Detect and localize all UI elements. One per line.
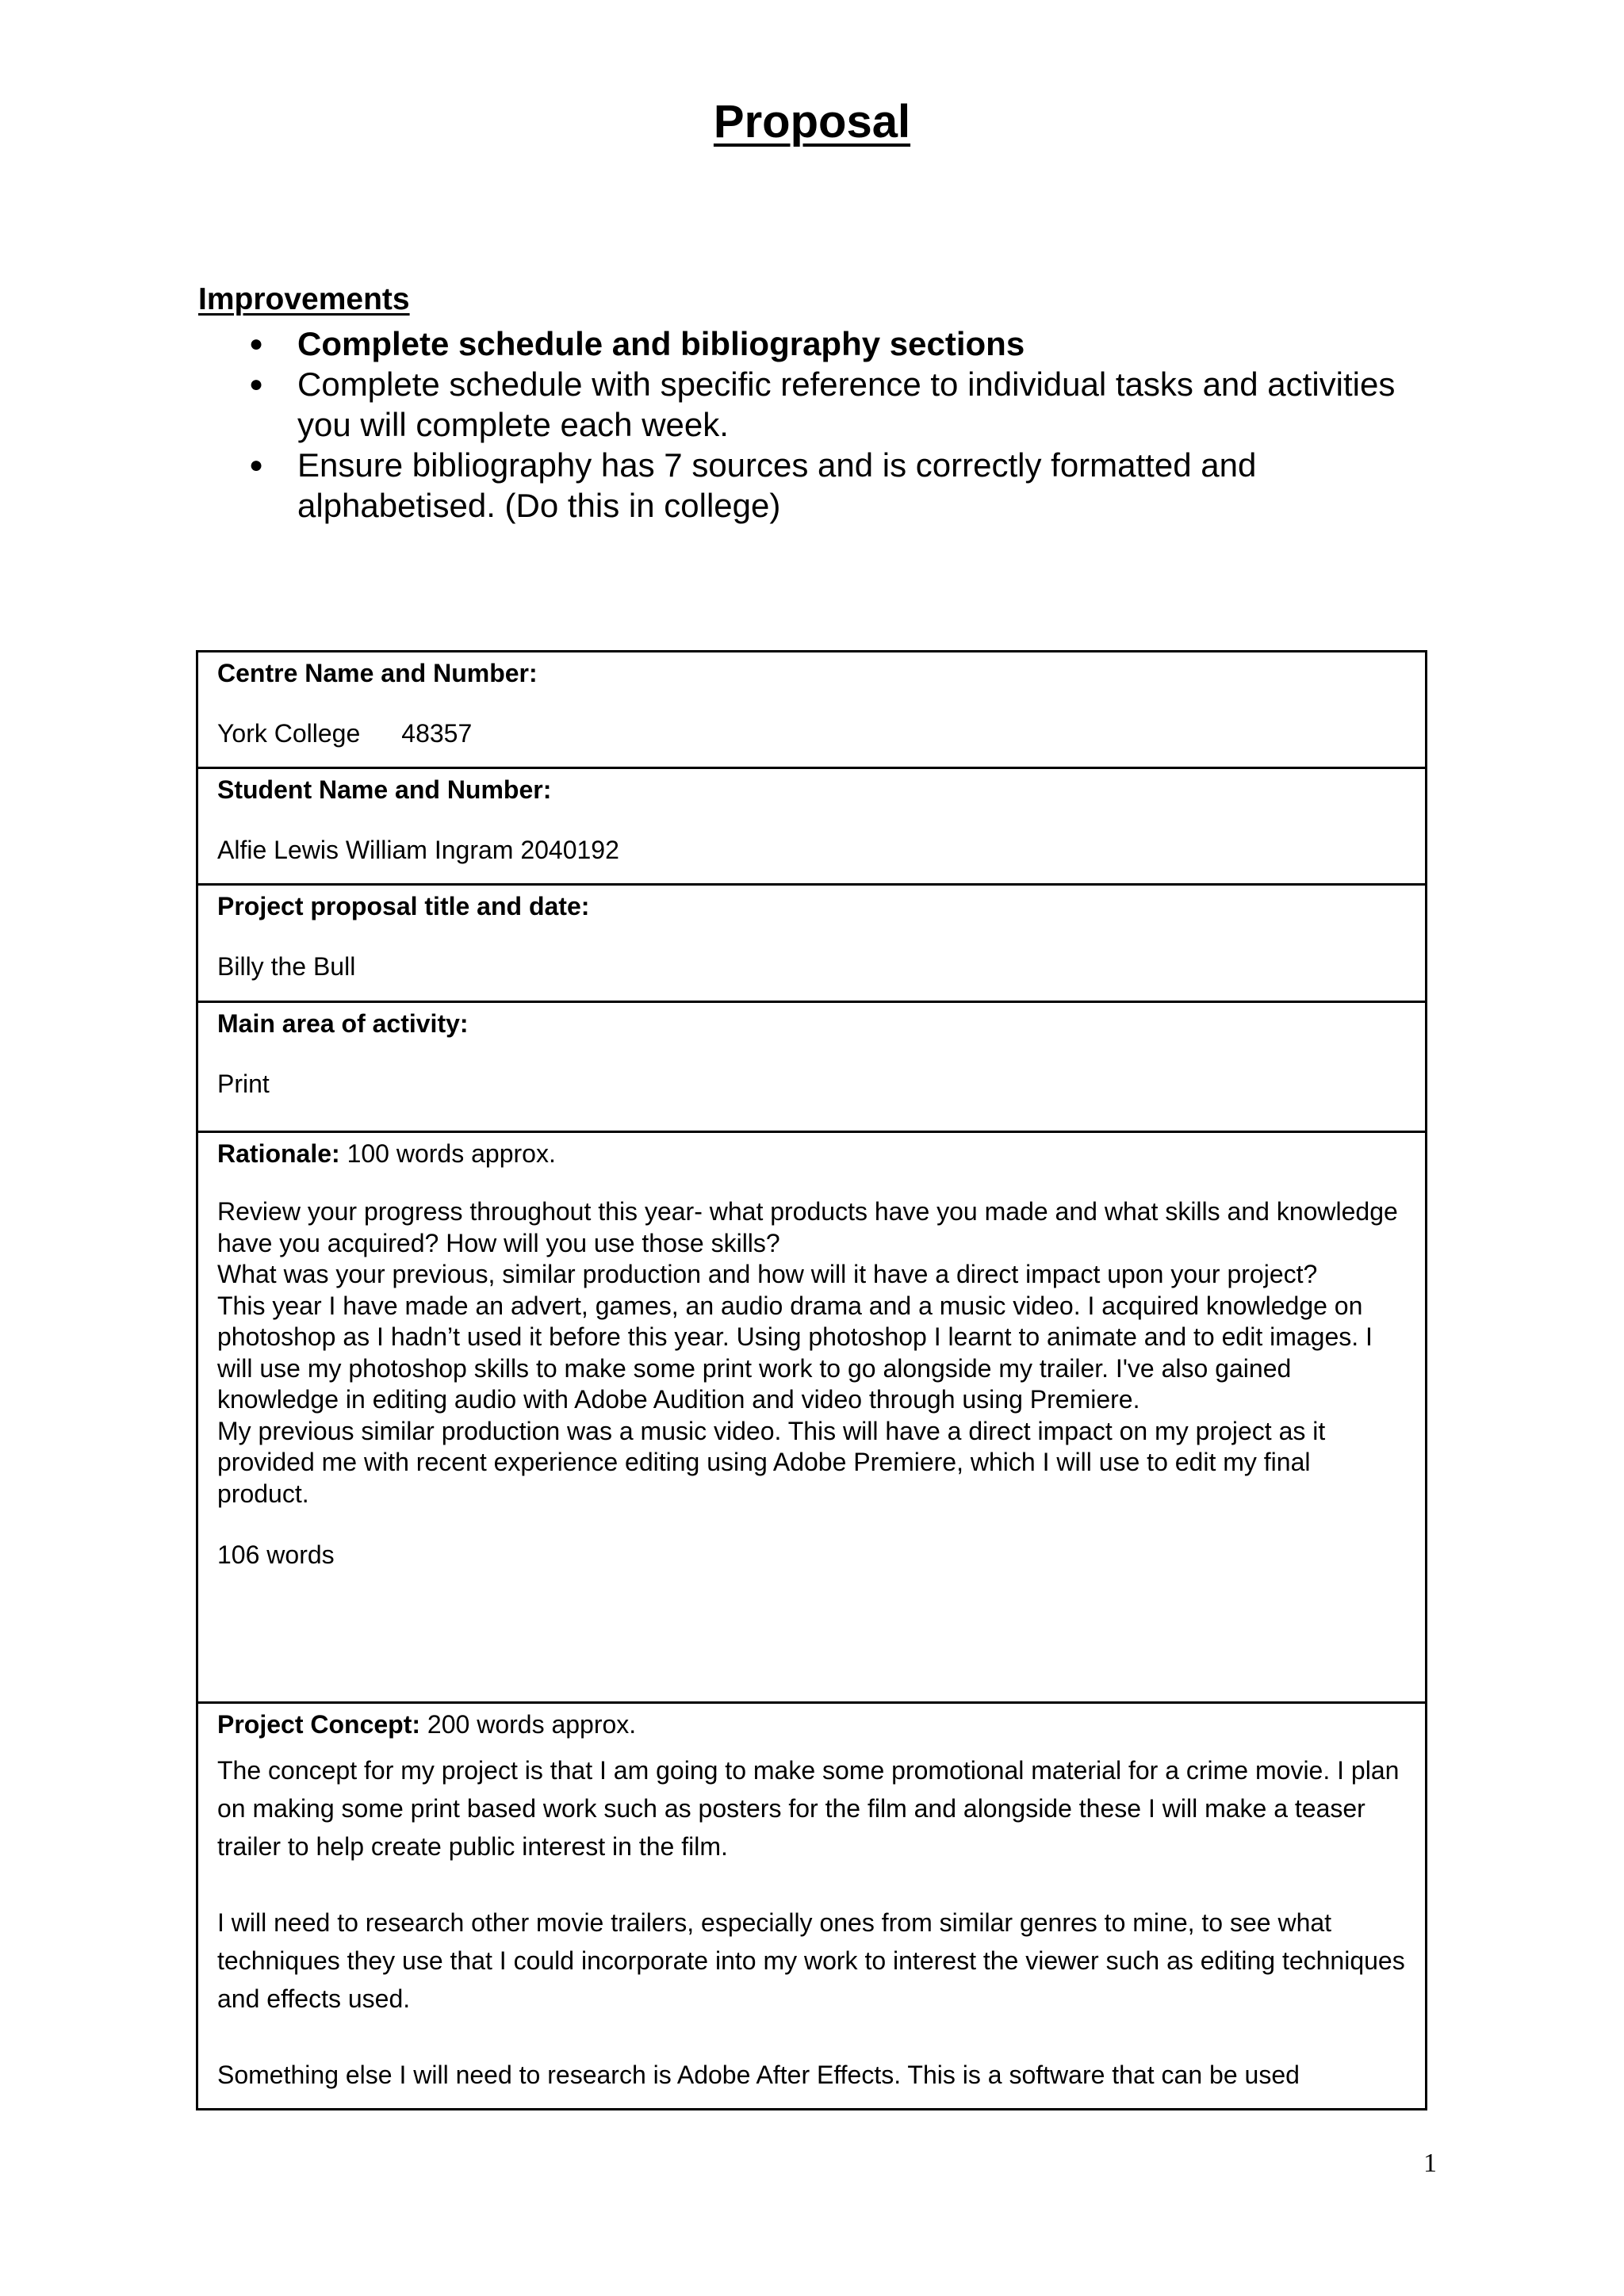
concept-para-3: Something else I will need to research is Adobe After Effects. This is a software that can be used	[217, 2061, 1300, 2089]
centre-label: Centre Name and Number:	[217, 659, 538, 687]
list-item-text: Ensure bibliography has 7 sources and is correctly formatted and alphabetised. (Do this in college)	[297, 446, 1257, 524]
rationale-label-text: Rationale:	[217, 1139, 340, 1168]
rationale-prompt-2: What was your previous, similar production and how will it have a direct impact upon your project?	[217, 1260, 1318, 1288]
concept-label-text: Project Concept:	[217, 1710, 421, 1739]
bullet-icon: ●	[249, 331, 264, 357]
bullet-icon: ●	[249, 452, 264, 478]
student-row	[198, 769, 1425, 886]
rationale-body-1: This year I have made an advert, games, an audio drama and a music video. I acquired knowledge on photoshop as I hadn’t used it before this year. Using photoshop I learnt to animate and to edit images. I will use my photoshop skills to make some print work to go alongside my trailer. I've also gained knowledge in editing audio with Adobe Audition and video through using Premiere.	[217, 1291, 1373, 1414]
main-area-value: Print	[217, 1070, 270, 1098]
project-title-value: Billy the Bull	[217, 952, 356, 981]
centre-value	[217, 718, 1406, 749]
main-area-label: Main area of activity:	[217, 1009, 469, 1038]
rationale-prompt-1: Review your progress throughout this year- what products have you made and what skills and knowledge have you acquired? How will you use those skills?	[217, 1197, 1398, 1257]
list-item	[198, 323, 1435, 364]
rationale-row	[198, 1133, 1425, 1704]
proposal-table	[196, 650, 1427, 2110]
project-title-label: Project proposal title and date:	[217, 892, 590, 920]
improvements-list	[198, 323, 1435, 526]
rationale-label-note: 100 words approx.	[339, 1139, 556, 1168]
concept-para-2: I will need to research other movie trailers, especially ones from similar genres to mine, to see what techniques they use that I could incorporate into my work to interest the viewer such as editing techniques and effects used.	[217, 1908, 1405, 2013]
bullet-icon: ●	[249, 371, 264, 397]
list-item-text: Complete schedule and bibliography sections	[297, 325, 1025, 362]
page-number: 1	[1423, 2149, 1437, 2178]
concept-label-note: 200 words approx.	[420, 1710, 637, 1739]
concept-para-1: The concept for my project is that I am going to make some promotional material for a crime movie. I plan on making some print based work such as posters for the film and alongside these I will make a teaser trailer to help create public interest in the film.	[217, 1756, 1400, 1861]
concept-row	[198, 1704, 1425, 2108]
page-title: Proposal	[713, 96, 911, 147]
improvements-heading: Improvements	[198, 282, 410, 316]
improvements-section	[198, 282, 1435, 526]
rationale-body-2: My previous similar production was a music video. This will have a direct impact on my project as it provided me with recent experience editing using Adobe Premiere, which I will use to edit my final product.	[217, 1416, 1326, 1508]
list-item-text: Complete schedule with specific reference to individual tasks and activities you will complete each week.	[297, 365, 1396, 443]
centre-number: 48357	[401, 719, 473, 748]
student-label: Student Name and Number:	[217, 775, 552, 804]
centre-name: York College	[217, 719, 361, 748]
main-area-row	[198, 1003, 1425, 1133]
concept-label	[217, 1709, 1406, 1740]
rationale-word-count: 106 words	[217, 1540, 335, 1569]
centre-row	[198, 652, 1425, 769]
rationale-label	[217, 1138, 1406, 1169]
list-item	[198, 445, 1435, 526]
student-value: Alfie Lewis William Ingram 2040192	[217, 836, 619, 864]
project-title-row	[198, 886, 1425, 1003]
list-item	[198, 364, 1435, 445]
